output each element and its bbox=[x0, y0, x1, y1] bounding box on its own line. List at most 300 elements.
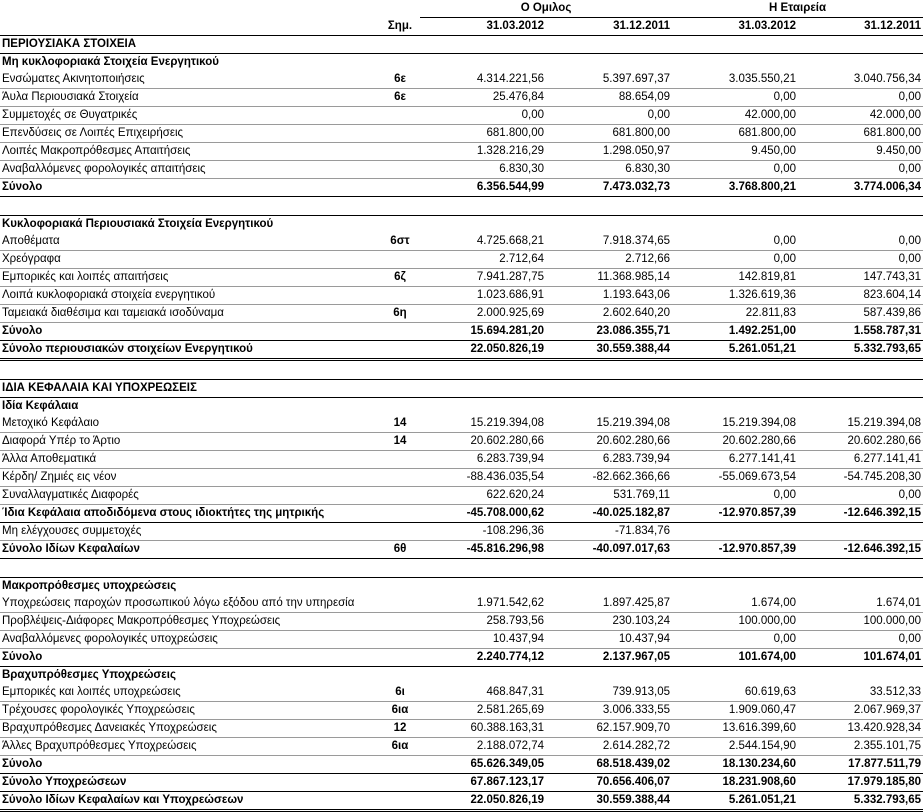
row-label: Σύνολο bbox=[0, 323, 380, 341]
total-row bbox=[0, 179, 923, 197]
value-company-prior: 101.674,01 bbox=[798, 649, 923, 667]
row-label: Χρεόγραφα bbox=[0, 251, 380, 269]
item-row bbox=[0, 143, 923, 161]
row-note bbox=[380, 523, 420, 541]
row-note bbox=[380, 487, 420, 505]
row-label: Εμπορικές και λοιπές απαιτήσεις bbox=[0, 269, 380, 287]
row-label: Βραχυπρόθεσμες Δανειακές Υποχρεώσεις bbox=[0, 720, 380, 738]
spacer-row bbox=[0, 559, 923, 578]
value-company-prior: 0,00 bbox=[798, 631, 923, 649]
value-group-current: 22.050.826,19 bbox=[420, 792, 546, 811]
item-row bbox=[0, 523, 923, 541]
row-label: Υποχρεώσεις παροχών προσωπικού λόγω εξόδου από την υπηρεσία bbox=[0, 595, 380, 613]
value-company-current: 18.231.908,60 bbox=[672, 774, 798, 792]
date-header-company-current: 31.03.2012 bbox=[672, 18, 798, 36]
value-group-current: -108.296,36 bbox=[420, 523, 546, 541]
value-company-prior: 13.420.928,34 bbox=[798, 720, 923, 738]
value-group-prior: -40.097.017,63 bbox=[546, 541, 672, 559]
value-company-current bbox=[672, 667, 798, 685]
value-company-current: 0,00 bbox=[672, 89, 798, 107]
value-group-current: 25.476,84 bbox=[420, 89, 546, 107]
row-label: Σύνολο bbox=[0, 179, 380, 197]
row-note bbox=[380, 360, 420, 380]
total-row bbox=[0, 505, 923, 523]
value-group-current bbox=[420, 578, 546, 596]
total-row bbox=[0, 756, 923, 774]
date-header-group-prior: 31.12.2011 bbox=[546, 18, 672, 36]
value-company-prior: 147.743,31 bbox=[798, 269, 923, 287]
row-label: Λοιπές Μακροπρόθεσμες Απαιτήσεις bbox=[0, 143, 380, 161]
value-company-current: 1.909.060,47 bbox=[672, 702, 798, 720]
value-group-current: 622.620,24 bbox=[420, 487, 546, 505]
value-group-prior: 230.103,24 bbox=[546, 613, 672, 631]
value-group-current: 0,00 bbox=[420, 107, 546, 125]
row-note bbox=[380, 251, 420, 269]
value-company-prior: 681.800,00 bbox=[798, 125, 923, 143]
value-company-current: 681.800,00 bbox=[672, 125, 798, 143]
group-header: Ο Ομιλος bbox=[420, 0, 672, 18]
table-body bbox=[0, 36, 923, 811]
grand-row bbox=[0, 792, 923, 811]
value-company-current: 0,00 bbox=[672, 251, 798, 269]
item-row bbox=[0, 451, 923, 469]
row-note: 6ε bbox=[380, 89, 420, 107]
row-note bbox=[380, 143, 420, 161]
value-company-prior: 9.450,00 bbox=[798, 143, 923, 161]
value-group-prior: 15.219.394,08 bbox=[546, 415, 672, 433]
value-group-prior: 10.437,94 bbox=[546, 631, 672, 649]
value-group-prior bbox=[546, 36, 672, 54]
value-group-prior: 20.602.280,66 bbox=[546, 433, 672, 451]
row-label: Σύνολο bbox=[0, 756, 380, 774]
row-label bbox=[0, 197, 380, 216]
value-company-current: 0,00 bbox=[672, 233, 798, 251]
value-company-current: 1.326.619,36 bbox=[672, 287, 798, 305]
value-group-prior: 11.368.985,14 bbox=[546, 269, 672, 287]
value-company-prior: 823.604,14 bbox=[798, 287, 923, 305]
row-label: Σύνολο Ιδίων Κεφαλαίων και Υποχρεώσεων bbox=[0, 792, 380, 811]
item-row bbox=[0, 702, 923, 720]
row-label: Άλλες Βραχυπρόθεσμες Υποχρεώσεις bbox=[0, 738, 380, 756]
value-group-prior: 6.830,30 bbox=[546, 161, 672, 179]
value-company-current bbox=[672, 360, 798, 380]
row-label: Σύνολο περιουσιακών στοιχείων Ενεργητικού bbox=[0, 341, 380, 360]
value-group-current: 2.188.072,74 bbox=[420, 738, 546, 756]
value-company-prior bbox=[798, 398, 923, 416]
value-group-prior bbox=[546, 559, 672, 578]
total-row bbox=[0, 323, 923, 341]
value-group-prior: 531.769,11 bbox=[546, 487, 672, 505]
row-note bbox=[380, 469, 420, 487]
value-company-current: 13.616.399,60 bbox=[672, 720, 798, 738]
value-group-current: 4.725.668,21 bbox=[420, 233, 546, 251]
value-company-current: 5.261.051,21 bbox=[672, 341, 798, 360]
row-note bbox=[380, 792, 420, 811]
value-group-prior bbox=[546, 360, 672, 380]
row-note bbox=[380, 36, 420, 54]
value-group-current bbox=[420, 54, 546, 72]
spacer-row bbox=[0, 197, 923, 216]
value-company-prior: 2.355.101,75 bbox=[798, 738, 923, 756]
value-company-prior: 0,00 bbox=[798, 233, 923, 251]
value-group-current bbox=[420, 380, 546, 398]
row-note: 6θ bbox=[380, 541, 420, 559]
value-company-current: 101.674,00 bbox=[672, 649, 798, 667]
value-group-current: 15.694.281,20 bbox=[420, 323, 546, 341]
total-row bbox=[0, 541, 923, 559]
value-company-prior: 33.512,33 bbox=[798, 684, 923, 702]
item-row bbox=[0, 71, 923, 89]
row-label: ΙΔΙΑ ΚΕΦΑΛΑΙΑ ΚΑΙ ΥΠΟΧΡΕΩΣΕΙΣ bbox=[0, 380, 380, 398]
value-group-current bbox=[420, 36, 546, 54]
date-header-company-prior: 31.12.2011 bbox=[798, 18, 923, 36]
value-company-prior: 0,00 bbox=[798, 89, 923, 107]
row-note bbox=[380, 649, 420, 667]
subsection-row bbox=[0, 216, 923, 234]
row-note: 6ζ bbox=[380, 269, 420, 287]
value-company-current: 3.768.800,21 bbox=[672, 179, 798, 197]
row-note bbox=[380, 107, 420, 125]
subsection-row bbox=[0, 54, 923, 72]
item-row bbox=[0, 161, 923, 179]
value-group-current bbox=[420, 667, 546, 685]
value-company-prior: -54.745.208,30 bbox=[798, 469, 923, 487]
value-group-current: 1.971.542,62 bbox=[420, 595, 546, 613]
value-group-current: 15.219.394,08 bbox=[420, 415, 546, 433]
row-label: Μη κυκλοφοριακά Στοιχεία Ενεργητικού bbox=[2, 56, 219, 68]
value-group-current: 2.240.774,12 bbox=[420, 649, 546, 667]
value-group-prior: 68.518.439,02 bbox=[546, 756, 672, 774]
value-company-current: 22.811,83 bbox=[672, 305, 798, 323]
row-label: Προβλέψεις-Διάφορες Μακροπρόθεσμες Υποχρεώσεις bbox=[0, 613, 380, 631]
value-company-current: 0,00 bbox=[672, 161, 798, 179]
value-group-current: 2.000.925,69 bbox=[420, 305, 546, 323]
note-column-header: Σημ. bbox=[380, 18, 420, 36]
value-group-current: 258.793,56 bbox=[420, 613, 546, 631]
row-note bbox=[380, 179, 420, 197]
item-row bbox=[0, 287, 923, 305]
value-company-prior: 20.602.280,66 bbox=[798, 433, 923, 451]
row-note: 14 bbox=[380, 433, 420, 451]
row-label: Κυκλοφοριακά Περιουσιακά Στοιχεία Ενεργητικού bbox=[0, 216, 380, 234]
item-row bbox=[0, 469, 923, 487]
value-company-current bbox=[672, 559, 798, 578]
value-group-current bbox=[420, 398, 546, 416]
value-company-current bbox=[672, 523, 798, 541]
row-label: Μη ελέγχουσες συμμετοχές bbox=[0, 523, 380, 541]
row-note bbox=[380, 341, 420, 360]
value-company-prior: -12.646.392,15 bbox=[798, 505, 923, 523]
subsection-row bbox=[0, 578, 923, 596]
row-label: Βραχυπρόθεσμες Υποχρεώσεις bbox=[2, 669, 176, 681]
value-group-current: 2.581.265,69 bbox=[420, 702, 546, 720]
value-group-current: 1.328.216,29 bbox=[420, 143, 546, 161]
value-company-prior: 17.979.185,80 bbox=[798, 774, 923, 792]
value-company-prior: -12.646.392,15 bbox=[798, 541, 923, 559]
value-group-current: 7.941.287,75 bbox=[420, 269, 546, 287]
value-company-current bbox=[672, 54, 798, 72]
value-group-prior: 23.086.355,71 bbox=[546, 323, 672, 341]
value-group-current: 60.388.163,31 bbox=[420, 720, 546, 738]
value-company-prior: 1.674,01 bbox=[798, 595, 923, 613]
value-company-current: 20.602.280,66 bbox=[672, 433, 798, 451]
value-group-current: 6.830,30 bbox=[420, 161, 546, 179]
value-group-current: 2.712,64 bbox=[420, 251, 546, 269]
value-group-prior: 1.298.050,97 bbox=[546, 143, 672, 161]
value-group-prior bbox=[546, 398, 672, 416]
value-company-prior: 3.774.006,34 bbox=[798, 179, 923, 197]
row-note bbox=[380, 216, 420, 234]
row-note bbox=[380, 559, 420, 578]
row-note bbox=[380, 578, 420, 596]
row-label: Ταμειακά διαθέσιμα και ταμειακά ισοδύναμα bbox=[0, 305, 380, 323]
item-row bbox=[0, 631, 923, 649]
value-group-prior: 3.006.333,55 bbox=[546, 702, 672, 720]
item-row bbox=[0, 720, 923, 738]
row-label: Εμπορικές και λοιπές υποχρεώσεις bbox=[0, 684, 380, 702]
value-company-prior bbox=[798, 559, 923, 578]
value-company-current: 18.130.234,60 bbox=[672, 756, 798, 774]
row-note bbox=[380, 631, 420, 649]
value-company-prior bbox=[798, 380, 923, 398]
value-company-prior bbox=[798, 36, 923, 54]
row-label: Λοιπά κυκλοφοριακά στοιχεία ενεργητικού bbox=[0, 287, 380, 305]
value-group-current: 1.023.686,91 bbox=[420, 287, 546, 305]
value-company-current bbox=[672, 36, 798, 54]
row-label: Ίδια Κεφάλαια αποδιδόμενα στους ιδιοκτήτες της μητρικής bbox=[0, 505, 380, 523]
value-group-prior: 88.654,09 bbox=[546, 89, 672, 107]
item-row bbox=[0, 433, 923, 451]
item-row bbox=[0, 269, 923, 287]
value-company-prior bbox=[798, 523, 923, 541]
item-row bbox=[0, 684, 923, 702]
item-row bbox=[0, 125, 923, 143]
value-company-current: -12.970.857,39 bbox=[672, 505, 798, 523]
item-row bbox=[0, 305, 923, 323]
row-label: Μετοχικό Κεφάλαιο bbox=[0, 415, 380, 433]
value-group-prior: 5.397.697,37 bbox=[546, 71, 672, 89]
value-company-prior bbox=[798, 578, 923, 596]
value-company-current: 42.000,00 bbox=[672, 107, 798, 125]
row-note: 6η bbox=[380, 305, 420, 323]
row-note: 6στ bbox=[380, 233, 420, 251]
value-company-current: 0,00 bbox=[672, 631, 798, 649]
row-label: Κέρδη/ Ζημιές εις νέον bbox=[0, 469, 380, 487]
row-label: Διαφορά Υπέρ το Άρτιο bbox=[0, 433, 380, 451]
row-label: ΠΕΡΙΟΥΣΙΑΚΑ ΣΤΟΙΧΕΙΑ bbox=[0, 36, 380, 54]
row-note bbox=[380, 613, 420, 631]
row-label: Άλλα Αποθεματικά bbox=[0, 451, 380, 469]
value-group-current: 4.314.221,56 bbox=[420, 71, 546, 89]
value-company-prior: 587.439,86 bbox=[798, 305, 923, 323]
item-row bbox=[0, 487, 923, 505]
value-group-prior: -82.662.366,66 bbox=[546, 469, 672, 487]
value-group-current: 67.867.123,17 bbox=[420, 774, 546, 792]
value-company-current: 1.674,00 bbox=[672, 595, 798, 613]
row-label: Αναβαλλόμενες φορολογικές απαιτήσεις bbox=[0, 161, 380, 179]
value-group-current: 22.050.826,19 bbox=[420, 341, 546, 360]
value-group-current bbox=[420, 197, 546, 216]
value-group-current: -45.816.296,98 bbox=[420, 541, 546, 559]
value-company-current: 0,00 bbox=[672, 487, 798, 505]
row-label bbox=[0, 559, 380, 578]
item-row bbox=[0, 738, 923, 756]
header-row-dates bbox=[0, 18, 923, 36]
value-company-prior bbox=[798, 54, 923, 72]
value-company-prior: 5.332.793,65 bbox=[798, 341, 923, 360]
value-group-prior: 2.712,66 bbox=[546, 251, 672, 269]
value-group-prior: 7.473.032,73 bbox=[546, 179, 672, 197]
item-row bbox=[0, 233, 923, 251]
value-company-prior bbox=[798, 197, 923, 216]
section-row bbox=[0, 36, 923, 54]
row-note bbox=[380, 161, 420, 179]
row-note bbox=[380, 197, 420, 216]
item-row bbox=[0, 613, 923, 631]
row-note bbox=[380, 505, 420, 523]
value-group-prior: 1.897.425,87 bbox=[546, 595, 672, 613]
value-company-current: 2.544.154,90 bbox=[672, 738, 798, 756]
row-note: 6ι bbox=[380, 684, 420, 702]
value-company-current: 100.000,00 bbox=[672, 613, 798, 631]
row-label: Σύνολο Υποχρεώσεων bbox=[0, 774, 380, 792]
value-group-current: -88.436.035,54 bbox=[420, 469, 546, 487]
value-group-prior: 2.614.282,72 bbox=[546, 738, 672, 756]
value-company-current: 15.219.394,08 bbox=[672, 415, 798, 433]
row-label: Σύνολο Ιδίων Κεφαλαίων bbox=[0, 541, 380, 559]
value-group-current: 20.602.280,66 bbox=[420, 433, 546, 451]
spacer-row bbox=[0, 360, 923, 380]
subsection-row bbox=[0, 667, 923, 685]
value-company-current: 1.492.251,00 bbox=[672, 323, 798, 341]
item-row bbox=[0, 595, 923, 613]
value-company-prior: 42.000,00 bbox=[798, 107, 923, 125]
row-label: Ενσώματες Ακινητοποιήσεις bbox=[0, 71, 380, 89]
value-company-prior: 5.332.793,65 bbox=[798, 792, 923, 811]
value-company-current bbox=[672, 578, 798, 596]
row-label: Αναβαλλόμενες φορολογικές υποχρεώσεις bbox=[0, 631, 380, 649]
value-company-current bbox=[672, 197, 798, 216]
value-company-current: 142.819,81 bbox=[672, 269, 798, 287]
value-company-prior: 17.877.511,79 bbox=[798, 756, 923, 774]
value-group-prior bbox=[546, 197, 672, 216]
item-row bbox=[0, 251, 923, 269]
item-row bbox=[0, 415, 923, 433]
value-group-current: 468.847,31 bbox=[420, 684, 546, 702]
value-group-prior: 2.137.967,05 bbox=[546, 649, 672, 667]
value-company-current: 6.277.141,41 bbox=[672, 451, 798, 469]
value-company-prior: 100.000,00 bbox=[798, 613, 923, 631]
value-company-current: 5.261.051,21 bbox=[672, 792, 798, 811]
value-group-current: 10.437,94 bbox=[420, 631, 546, 649]
value-company-current bbox=[672, 380, 798, 398]
value-group-prior: 30.559.388,44 bbox=[546, 341, 672, 360]
row-note bbox=[380, 323, 420, 341]
header-row-groups bbox=[0, 0, 923, 18]
row-label: Αποθέματα bbox=[0, 233, 380, 251]
row-note: 12 bbox=[380, 720, 420, 738]
value-group-current: 65.626.349,05 bbox=[420, 756, 546, 774]
value-company-prior: 15.219.394,08 bbox=[798, 415, 923, 433]
value-group-prior: 739.913,05 bbox=[546, 684, 672, 702]
value-group-current: 6.283.739,94 bbox=[420, 451, 546, 469]
value-group-prior bbox=[546, 667, 672, 685]
value-group-prior: 6.283.739,94 bbox=[546, 451, 672, 469]
company-header: Η Εταιρεία bbox=[672, 0, 923, 18]
value-group-current bbox=[420, 360, 546, 380]
row-label: Τρέχουσες φορολογικές Υποχρεώσεις bbox=[0, 702, 380, 720]
value-group-prior: -40.025.182,87 bbox=[546, 505, 672, 523]
value-group-current: 6.356.544,99 bbox=[420, 179, 546, 197]
row-label bbox=[0, 360, 380, 380]
value-group-prior: 2.602.640,20 bbox=[546, 305, 672, 323]
row-label: Συμμετοχές σε Θυγατρικές bbox=[0, 107, 380, 125]
value-company-prior: 6.277.141,41 bbox=[798, 451, 923, 469]
row-note bbox=[380, 287, 420, 305]
row-note bbox=[380, 774, 420, 792]
row-note bbox=[380, 398, 420, 416]
row-label: Επενδύσεις σε Λοιπές Επιχειρήσεις bbox=[0, 125, 380, 143]
row-note bbox=[380, 125, 420, 143]
value-company-current: -55.069.673,54 bbox=[672, 469, 798, 487]
value-company-current bbox=[672, 398, 798, 416]
value-group-prior: 0,00 bbox=[546, 107, 672, 125]
value-company-prior: 0,00 bbox=[798, 251, 923, 269]
row-note: 6ε bbox=[380, 71, 420, 89]
value-company-prior: 0,00 bbox=[798, 161, 923, 179]
row-note: 6ια bbox=[380, 738, 420, 756]
value-company-current: -12.970.857,39 bbox=[672, 541, 798, 559]
value-group-current bbox=[420, 559, 546, 578]
grand-row bbox=[0, 341, 923, 360]
row-label: Μακροπρόθεσμες υποχρεώσεις bbox=[0, 578, 380, 596]
value-group-prior bbox=[546, 54, 672, 72]
row-label: Ιδία Κεφάλαια bbox=[2, 400, 79, 412]
total-row bbox=[0, 774, 923, 792]
row-note: 14 bbox=[380, 415, 420, 433]
value-group-prior bbox=[546, 380, 672, 398]
value-group-prior bbox=[546, 578, 672, 596]
row-note bbox=[380, 380, 420, 398]
row-note bbox=[380, 756, 420, 774]
value-company-current: 3.035.550,21 bbox=[672, 71, 798, 89]
value-company-current: 60.619,63 bbox=[672, 684, 798, 702]
subsection-row bbox=[0, 398, 923, 416]
total-row bbox=[0, 649, 923, 667]
row-label: Συναλλαγματικές Διαφορές bbox=[0, 487, 380, 505]
value-group-prior: 7.918.374,65 bbox=[546, 233, 672, 251]
row-note bbox=[380, 451, 420, 469]
value-company-prior: 3.040.756,34 bbox=[798, 71, 923, 89]
row-note bbox=[380, 595, 420, 613]
value-group-prior: 70.656.406,07 bbox=[546, 774, 672, 792]
row-label: Άυλα Περιουσιακά Στοιχεία bbox=[0, 89, 380, 107]
value-company-prior: 1.558.787,31 bbox=[798, 323, 923, 341]
value-company-current: 9.450,00 bbox=[672, 143, 798, 161]
value-group-prior bbox=[546, 216, 672, 234]
row-note bbox=[380, 54, 420, 72]
section-row bbox=[0, 380, 923, 398]
value-group-prior: 62.157.909,70 bbox=[546, 720, 672, 738]
value-company-prior: 2.067.969,37 bbox=[798, 702, 923, 720]
value-group-prior: -71.834,76 bbox=[546, 523, 672, 541]
value-company-current bbox=[672, 216, 798, 234]
item-row bbox=[0, 89, 923, 107]
value-group-prior: 30.559.388,44 bbox=[546, 792, 672, 811]
item-row bbox=[0, 107, 923, 125]
value-group-prior: 1.193.643,06 bbox=[546, 287, 672, 305]
value-group-prior: 681.800,00 bbox=[546, 125, 672, 143]
